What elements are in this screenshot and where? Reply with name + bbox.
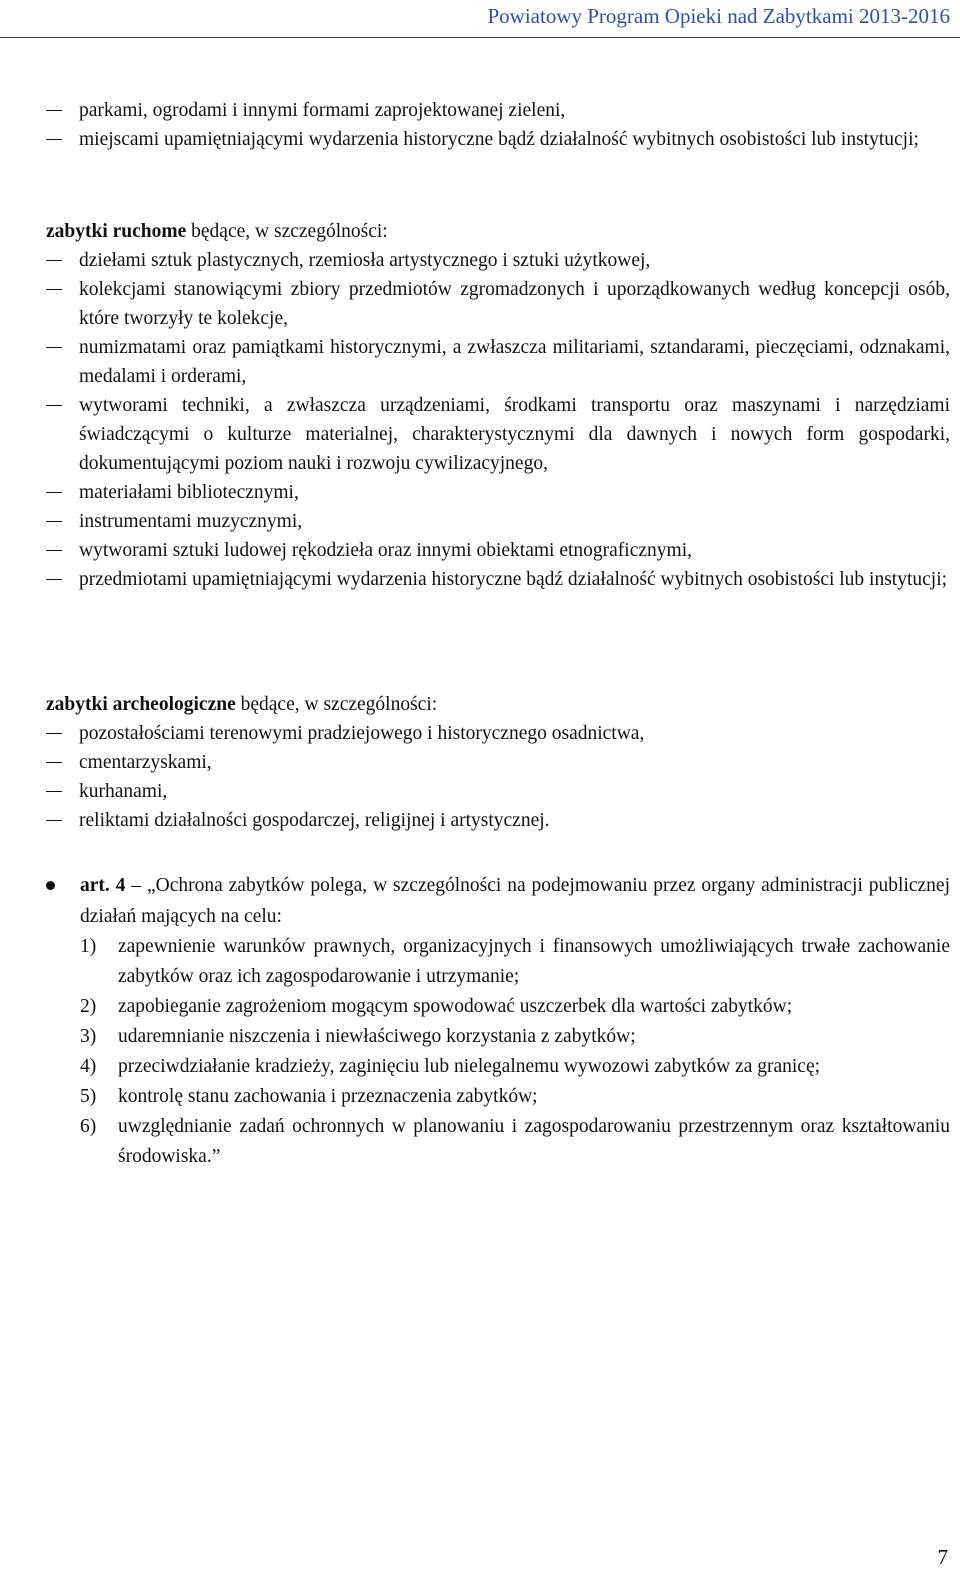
category-rest: będące, w szczególności: (186, 221, 388, 242)
item-text: kontrolę stanu zachowania i przeznaczenia zabytków; (118, 1086, 538, 1107)
dash-icon (46, 820, 62, 821)
dash-icon (46, 289, 62, 290)
dash-icon (46, 139, 62, 140)
list-zabytki-ruchome (46, 246, 950, 594)
dash-icon (46, 791, 62, 792)
list-item (46, 246, 950, 275)
numbered-item (46, 932, 950, 992)
list-item (46, 565, 950, 594)
list-zabytki-archeologiczne (46, 719, 950, 835)
list-item (46, 507, 950, 536)
category-heading-ruchome (46, 217, 388, 246)
dash-icon (46, 579, 62, 580)
item-text: udaremnianie niszczenia i niewłaściwego korzystania z zabytków; (118, 1026, 636, 1047)
list-item-text: kolekcjami stanowiącymi zbiory przedmiotów zgromadzonych i uporządkowanych według koncepcji osób, które tworzyły te kolekcje, (79, 279, 950, 329)
numbered-item (46, 1082, 950, 1112)
bullet-icon (46, 881, 55, 890)
dash-icon (46, 110, 62, 111)
dash-icon (46, 492, 62, 493)
item-number: 5) (80, 1086, 97, 1107)
list-item-text: cmentarzyskami, (79, 752, 212, 773)
list-item-text: reliktami działalności gospodarczej, religijnej i artystycznej. (79, 810, 550, 831)
numbered-item (46, 992, 950, 1022)
item-number: 2) (80, 996, 97, 1017)
list-item-text: materiałami bibliotecznymi, (79, 482, 299, 503)
list-item (46, 391, 950, 478)
dash-icon (46, 260, 62, 261)
article-label: art. 4 (80, 875, 126, 896)
item-number: 3) (80, 1026, 97, 1047)
list-item-text: instrumentami muzycznymi, (79, 511, 303, 532)
page-header-title: Powiatowy Program Opieki nad Zabytkami 2013-2016 (487, 4, 950, 28)
category-bold: zabytki ruchome (46, 221, 187, 242)
numbered-item (46, 1022, 950, 1052)
list-item-text: kurhanami, (79, 781, 168, 802)
list-item (46, 478, 950, 507)
list-item (46, 536, 950, 565)
dash-icon (46, 521, 62, 522)
dash-icon (46, 550, 62, 551)
list-item (46, 777, 950, 806)
list-item-text: parkami, ogrodami i innymi formami zaprojektowanej zieleni, (79, 100, 566, 121)
item-text: uwzględnianie zadań ochronnych w planowaniu i zagospodarowaniu przestrzennym oraz kształtowaniu środowiska.” (118, 1116, 950, 1167)
item-number: 6) (80, 1116, 97, 1137)
list-item (46, 333, 950, 391)
numbered-item (46, 1112, 950, 1172)
list-item (46, 806, 950, 835)
list-item-text: przedmiotami upamiętniającymi wydarzenia historyczne bądź działalność wybitnych osobistości lub instytucji; (79, 569, 948, 590)
item-number: 1) (80, 936, 97, 957)
item-text: zapobieganie zagrożeniom mogącym spowodować uszczerbek dla wartości zabytków; (118, 996, 793, 1017)
dash-icon (46, 347, 62, 348)
category-rest: będące, w szczególności: (235, 694, 438, 715)
list-item (46, 125, 950, 154)
article-4-intro (46, 870, 950, 932)
list-item (46, 719, 950, 748)
list-item-text: pozostałościami terenowymi pradziejowego i historycznego osadnictwa, (79, 723, 645, 744)
item-text: przeciwdziałanie kradzieży, zaginięciu lub nielegalnemu wywozowi zabytków za granicę; (118, 1056, 821, 1077)
list-item-text: wytworami techniki, a zwłaszcza urządzeniami, środkami transportu oraz maszynami i narzędziami świadczącymi o kulturze materialnej, charakterystycznymi dla dawnych i nowych form gospodarki, dokumentującymi poziom nauki i rozwoju cywilizacyjnego, (79, 395, 950, 474)
item-number: 4) (80, 1056, 97, 1077)
list-item-text: dziełami sztuk plastycznych, rzemiosła artystycznego i sztuki użytkowej, (79, 250, 651, 271)
item-text: zapewnienie warunków prawnych, organizacyjnych i finansowych umożliwiających trwałe zachowanie zabytków oraz ich zagospodarowanie i utrzymanie; (118, 936, 950, 987)
dash-icon (46, 733, 62, 734)
list-item-text: numizmatami oraz pamiątkami historycznymi, a zwłaszcza militariami, sztandarami, pieczęciami, odznakami, medalami i orderami, (79, 337, 950, 387)
header-divider (0, 37, 960, 38)
list-item (46, 275, 950, 333)
dash-icon (46, 405, 62, 406)
list-item (46, 748, 950, 777)
list-item (46, 96, 950, 125)
list-item-text: wytworami sztuki ludowej rękodzieła oraz innymi obiektami etnograficznymi, (79, 540, 692, 561)
list-item-text: miejscami upamiętniającymi wydarzenia historyczne bądź działalność wybitnych osobistości lub instytucji; (79, 129, 919, 150)
article-4-numbered-list (46, 932, 950, 1172)
numbered-item (46, 1052, 950, 1082)
article-intro-text: – „Ochrona zabytków polega, w szczególności na podejmowaniu przez organy administracji publicznej działań mających na celu: (80, 875, 950, 927)
category-bold: zabytki archeologiczne (46, 694, 236, 715)
category-heading-archeologiczne (46, 690, 437, 719)
list-zieleni-miejsca (46, 96, 950, 154)
dash-icon (46, 762, 62, 763)
page-number: 7 (937, 1545, 948, 1569)
article-4-block (46, 870, 950, 1172)
